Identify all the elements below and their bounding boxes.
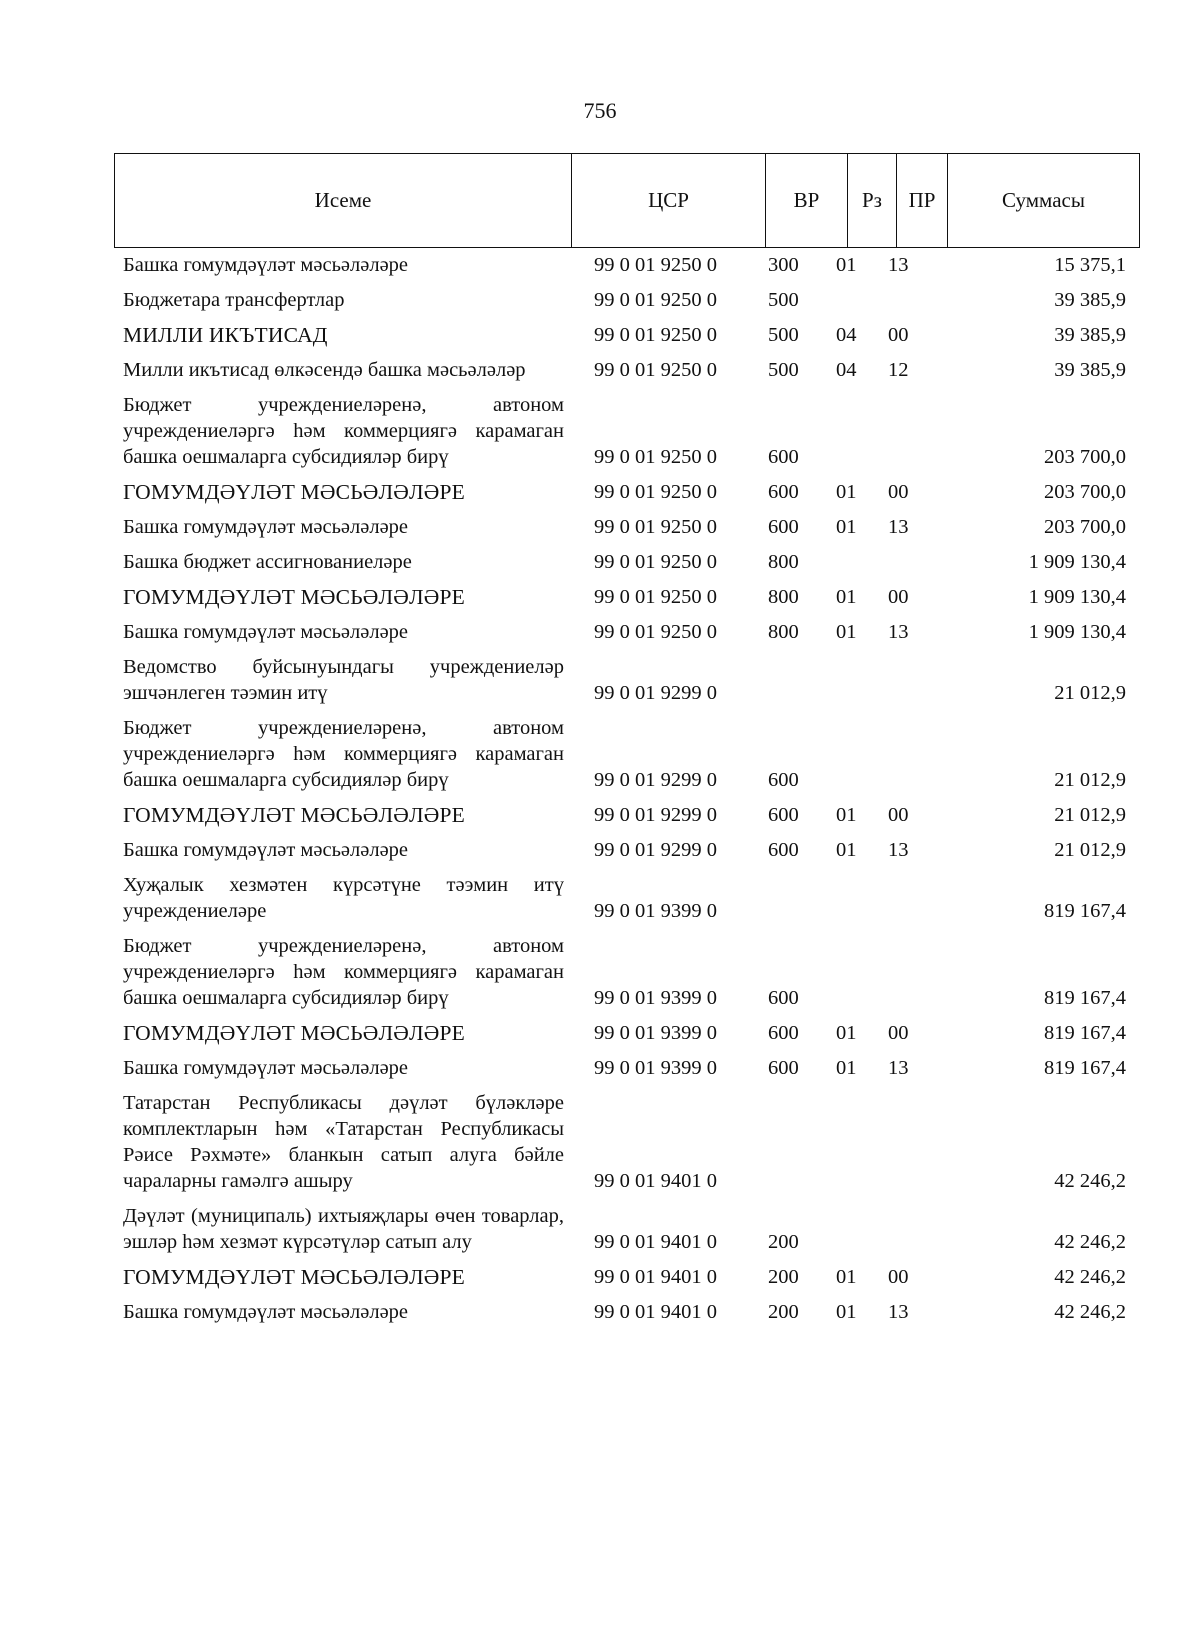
- row-csr: 99 0 01 9299 0: [594, 769, 717, 791]
- row-pr: 13: [888, 254, 909, 276]
- row-csr: 99 0 01 9299 0: [594, 682, 717, 704]
- table-row: [114, 1295, 1140, 1330]
- row-vr: 300: [768, 254, 799, 276]
- row-vr: 200: [768, 1266, 799, 1288]
- row-csr: 99 0 01 9401 0: [594, 1231, 717, 1253]
- row-vr: 600: [768, 987, 799, 1009]
- row-name: Хуҗалык хезмәтен күрсәтүне тәэмин итү учреждениеләре: [123, 874, 564, 922]
- row-pr: 13: [888, 516, 909, 538]
- row-name: ГОМУМДӘҮЛӘТ МӘСЬӘЛӘЛӘРЕ: [123, 585, 465, 609]
- row-vr: 200: [768, 1231, 799, 1253]
- row-csr: 99 0 01 9250 0: [594, 254, 717, 276]
- row-rz: 01: [836, 254, 857, 276]
- header-pr: ПР: [897, 154, 948, 247]
- row-vr: 200: [768, 1301, 799, 1323]
- table-row: [114, 868, 1140, 929]
- row-name: Башка бюджет ассигнованиеләре: [123, 551, 412, 573]
- row-name: Татарстан Республикасы дәүләт бүләкләре комплектларын һәм «Татарстан Республикасы Рәисе Рәхмәте» бланкын сатып алуга бәйле чараларны гамәлгә ашыру: [123, 1092, 564, 1192]
- row-csr: 99 0 01 9401 0: [594, 1170, 717, 1192]
- row-sum: 819 167,4: [1044, 900, 1126, 922]
- row-rz: 01: [836, 621, 857, 643]
- row-pr: 13: [888, 621, 909, 643]
- row-vr: 600: [768, 1022, 799, 1044]
- row-name: Ведомство буйсынуындагы учреждениеләр эшчәнлеген тәэмин итү: [123, 656, 564, 704]
- row-rz: 01: [836, 839, 857, 861]
- table-row: [114, 510, 1140, 545]
- row-sum: 39 385,9: [1054, 324, 1126, 346]
- row-csr: 99 0 01 9399 0: [594, 1022, 717, 1044]
- row-vr: 600: [768, 804, 799, 826]
- table-row: [114, 475, 1140, 510]
- row-pr: 13: [888, 1301, 909, 1323]
- row-pr: 00: [888, 481, 909, 503]
- row-rz: 01: [836, 1022, 857, 1044]
- header-sum: Суммасы: [1002, 188, 1085, 212]
- row-pr: 00: [888, 804, 909, 826]
- row-vr: 800: [768, 621, 799, 643]
- table-row: [114, 318, 1140, 353]
- row-sum: 203 700,0: [1044, 516, 1126, 538]
- row-csr: 99 0 01 9250 0: [594, 516, 717, 538]
- row-name: ГОМУМДӘҮЛӘТ МӘСЬӘЛӘЛӘРЕ: [123, 480, 465, 504]
- table-row: [114, 248, 1140, 283]
- row-csr: 99 0 01 9250 0: [594, 289, 717, 311]
- row-sum: 21 012,9: [1054, 682, 1126, 704]
- row-pr: 13: [888, 839, 909, 861]
- row-vr: 500: [768, 289, 799, 311]
- row-vr: 600: [768, 1057, 799, 1079]
- row-name: Башка гомумдәүләт мәсьәләләре: [123, 1057, 409, 1079]
- row-sum: 819 167,4: [1044, 1057, 1126, 1079]
- row-csr: 99 0 01 9250 0: [594, 446, 717, 468]
- row-pr: 00: [888, 586, 909, 608]
- row-sum: 42 246,2: [1054, 1170, 1126, 1192]
- row-pr: 00: [888, 1266, 909, 1288]
- row-csr: 99 0 01 9399 0: [594, 987, 717, 1009]
- row-vr: 600: [768, 446, 799, 468]
- table-row: [114, 1086, 1140, 1199]
- row-name: Башка гомумдәүләт мәсьәләләре: [123, 839, 409, 861]
- row-rz: 04: [836, 324, 857, 346]
- row-name: Башка гомумдәүләт мәсьәләләре: [123, 1301, 409, 1323]
- row-rz: 01: [836, 516, 857, 538]
- page-number: 756: [583, 98, 617, 123]
- row-csr: 99 0 01 9250 0: [594, 586, 717, 608]
- table-row: [114, 353, 1140, 388]
- row-csr: 99 0 01 9250 0: [594, 621, 717, 643]
- row-name: Башка гомумдәүләт мәсьәләләре: [123, 621, 409, 643]
- row-name: Башка гомумдәүләт мәсьәләләре: [123, 254, 409, 276]
- row-csr: 99 0 01 9250 0: [594, 324, 717, 346]
- row-sum: 39 385,9: [1054, 359, 1126, 381]
- row-pr: 13: [888, 1057, 909, 1079]
- header-csr: ЦСР: [572, 154, 766, 247]
- row-name: ГОМУМДӘҮЛӘТ МӘСЬӘЛӘЛӘРЕ: [123, 1265, 465, 1289]
- table-row: [114, 650, 1140, 711]
- table-row: [114, 833, 1140, 868]
- row-name: ГОМУМДӘҮЛӘТ МӘСЬӘЛӘЛӘРЕ: [123, 803, 465, 827]
- row-csr: 99 0 01 9299 0: [594, 839, 717, 861]
- row-pr: 00: [888, 324, 909, 346]
- row-vr: 800: [768, 551, 799, 573]
- row-vr: 600: [768, 769, 799, 791]
- row-sum: 1 909 130,4: [1028, 586, 1126, 608]
- table-row: [114, 1016, 1140, 1051]
- row-sum: 21 012,9: [1054, 769, 1126, 791]
- header-vr: ВР: [766, 154, 848, 247]
- row-vr: 800: [768, 586, 799, 608]
- row-sum: 39 385,9: [1054, 289, 1126, 311]
- table-row: [114, 798, 1140, 833]
- row-csr: 99 0 01 9399 0: [594, 1057, 717, 1079]
- table-row: [114, 283, 1140, 318]
- table-row: [114, 1051, 1140, 1086]
- table-row: [114, 545, 1140, 580]
- row-csr: 99 0 01 9401 0: [594, 1301, 717, 1323]
- row-sum: 1 909 130,4: [1028, 551, 1126, 573]
- row-sum: 42 246,2: [1054, 1266, 1126, 1288]
- row-csr: 99 0 01 9250 0: [594, 359, 717, 381]
- row-pr: 00: [888, 1022, 909, 1044]
- row-sum: 15 375,1: [1054, 254, 1126, 276]
- row-name: Бюджетара трансфертлар: [123, 289, 345, 311]
- row-rz: 01: [836, 481, 857, 503]
- row-sum: 42 246,2: [1054, 1301, 1126, 1323]
- row-sum: 203 700,0: [1044, 481, 1126, 503]
- header-name: Исеме: [115, 154, 572, 247]
- row-csr: 99 0 01 9399 0: [594, 900, 717, 922]
- row-name: Дәүләт (муниципаль) ихтыяҗлары өчен товарлар, эшләр һәм хезмәт күрсәтүләр сатып алу: [123, 1205, 564, 1253]
- row-rz: 01: [836, 586, 857, 608]
- row-sum: 819 167,4: [1044, 987, 1126, 1009]
- row-sum: 819 167,4: [1044, 1022, 1126, 1044]
- row-pr: 12: [888, 359, 909, 381]
- row-rz: 01: [836, 804, 857, 826]
- row-rz: 01: [836, 1057, 857, 1079]
- table-row: [114, 615, 1140, 650]
- row-name: МИЛЛИ ИКЪТИСАД: [123, 323, 328, 347]
- row-vr: 500: [768, 324, 799, 346]
- table-body: [114, 248, 1140, 1330]
- row-rz: 01: [836, 1266, 857, 1288]
- row-name: ГОМУМДӘҮЛӘТ МӘСЬӘЛӘЛӘРЕ: [123, 1021, 465, 1045]
- row-vr: 600: [768, 839, 799, 861]
- header-rz: Рз: [848, 154, 897, 247]
- row-rz: 04: [836, 359, 857, 381]
- table-header: [114, 153, 1140, 248]
- row-name: Башка гомумдәүләт мәсьәләләре: [123, 516, 409, 538]
- row-sum: 21 012,9: [1054, 839, 1126, 861]
- row-csr: 99 0 01 9250 0: [594, 481, 717, 503]
- row-sum: 203 700,0: [1044, 446, 1126, 468]
- table-row: [114, 388, 1140, 475]
- row-sum: 1 909 130,4: [1028, 621, 1126, 643]
- row-name: Бюджет учреждениеләренә, автоном учреждениеләргә һәм коммерциягә карамаган башка оешмаларга субсидияләр бирү: [123, 935, 564, 1009]
- row-vr: 600: [768, 481, 799, 503]
- table-row: [114, 711, 1140, 798]
- table-row: [114, 1199, 1140, 1260]
- table-row: [114, 929, 1140, 1016]
- row-vr: 500: [768, 359, 799, 381]
- row-name: Бюджет учреждениеләренә, автоном учреждениеләргә һәм коммерциягә карамаган башка оешмаларга субсидияләр бирү: [123, 717, 564, 791]
- table-row: [114, 1260, 1140, 1295]
- row-name: Милли икътисад өлкәсендә башка мәсьәләләр: [123, 359, 526, 381]
- row-csr: 99 0 01 9299 0: [594, 804, 717, 826]
- row-sum: 21 012,9: [1054, 804, 1126, 826]
- row-rz: 01: [836, 1301, 857, 1323]
- row-csr: 99 0 01 9250 0: [594, 551, 717, 573]
- table-row: [114, 580, 1140, 615]
- row-vr: 600: [768, 516, 799, 538]
- row-sum: 42 246,2: [1054, 1231, 1126, 1253]
- row-name: Бюджет учреждениеләренә, автоном учреждениеләргә һәм коммерциягә карамаган башка оешмаларга субсидияләр бирү: [123, 394, 564, 468]
- row-csr: 99 0 01 9401 0: [594, 1266, 717, 1288]
